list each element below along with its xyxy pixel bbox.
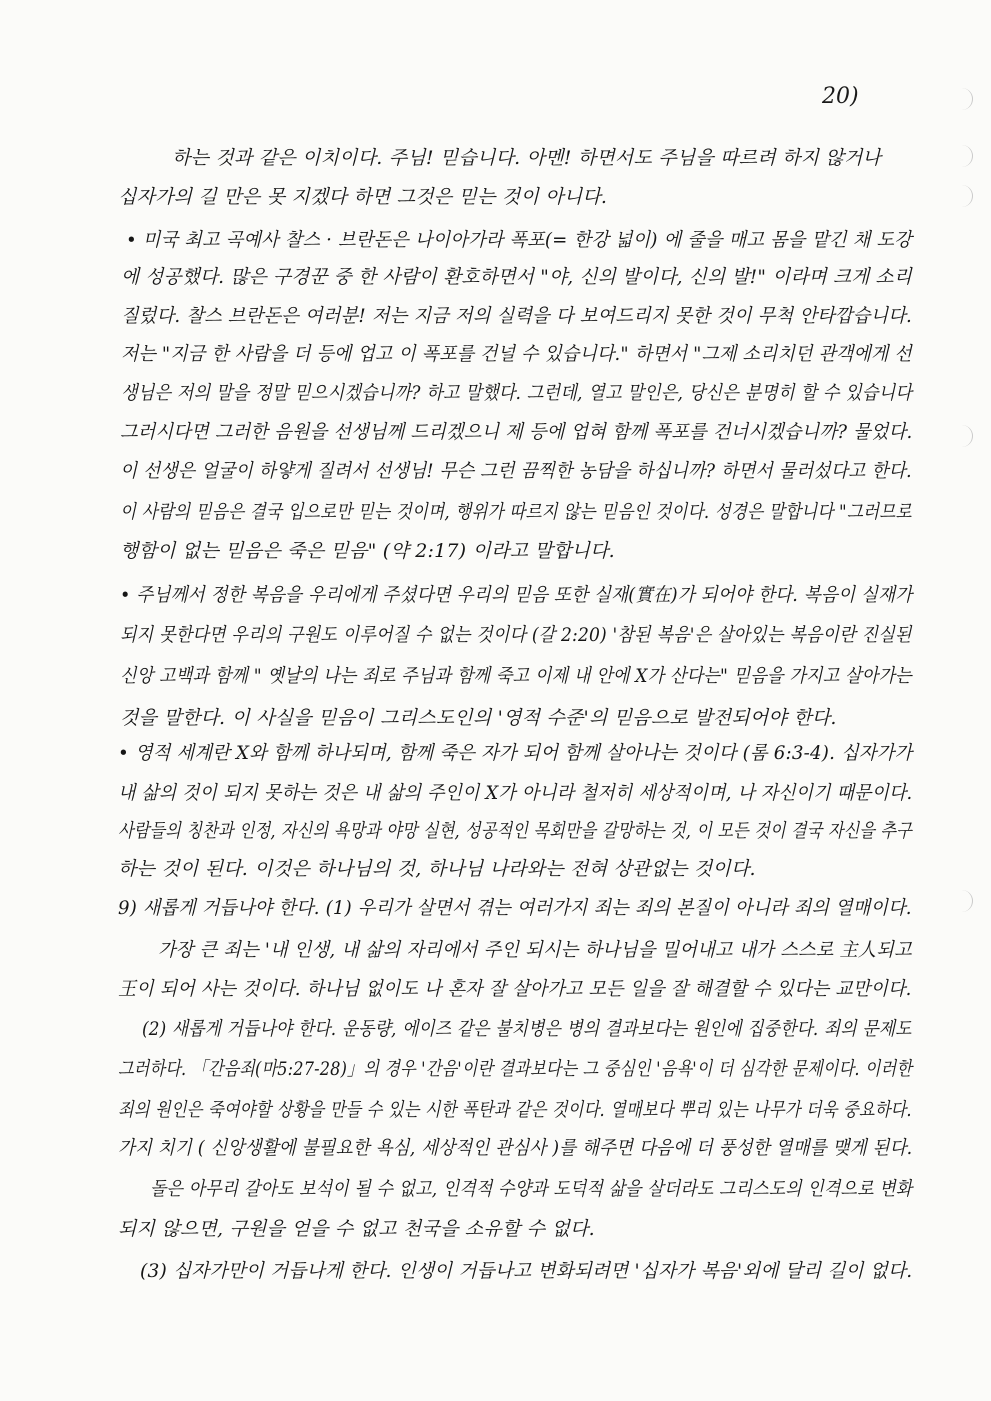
text-line: 내 삶의 것이 되지 못하는 것은 내 삶의 주인이 X가 아니라 철저히 세상적이며, 나 자신이기 때문이다. (118, 782, 913, 804)
text-line: 에 성공했다. 많은 구경꾼 중 한 사람이 환호하면서 "야, 신의 발이다, 신의 발!" 이라며 크게 소리 (121, 266, 912, 288)
page-number: 20) (822, 84, 859, 109)
text-line: 돌은 아무리 갈아도 보석이 될 수 없고, 인격적 수양과 도덕적 삶을 살더라도 그리스도의 인격으로 변화 (150, 1178, 913, 1200)
text-line: • 미국 최고 곡예사 찰스 · 브란돈은 나이아가라 폭포(= 한강 넓이) 에 줄을 매고 몸을 맡긴 채 도강 (126, 229, 912, 251)
text-line: 이 사람의 믿음은 결국 입으로만 믿는 것이며, 행위가 따르지 않는 믿음인 것이다. 성경은 말합니다 "그러므로 (120, 501, 912, 523)
text-line: 하는 것과 같은 이치이다. 주님! 믿습니다. 아멘! 하면서도 주님을 따르려 하지 않거나 (172, 147, 882, 169)
text-line: 죄의 원인은 죽여야할 상황을 만들 수 있는 시한 폭탄과 같은 것이다. 열매보다 뿌리 있는 나무가 더욱 중요하다. (118, 1099, 912, 1121)
text-line: 생님은 저의 말을 정말 믿으시겠습니까? 하고 말했다. 그런데, 열고 말인은, 당신은 분명히 할 수 있습니다 (121, 382, 913, 404)
text-line: 가지 치기 ( 신앙생활에 불필요한 욕심, 세상적인 관심사 )를 해주면 다음에 더 풍성한 열매를 맺게 된다. (118, 1137, 913, 1159)
text-line: 이 선생은 얼굴이 하얗게 질려서 선생님! 무슨 그런 끔찍한 농담을 하십니까? 하면서 물러섰다고 한다. (120, 460, 912, 482)
text-line: 십자가의 길 만은 못 지겠다 하면 그것은 믿는 것이 아니다. (118, 186, 608, 208)
text-line: 신앙 고백과 함께 " 옛날의 나는 죄로 주님과 함께 죽고 이제 내 안에 X가 산다는" 믿음을 가지고 살아가는 (120, 665, 912, 687)
text-line: 사람들의 칭찬과 인정, 자신의 욕망과 야망 실현, 성공적인 목회만을 갈망하는 것, 이 모든 것이 결국 자신을 추구 (118, 820, 912, 842)
margin-mark (958, 890, 973, 912)
margin-mark (958, 145, 973, 167)
margin-mark (958, 425, 973, 447)
text-line: 그러하다. 「간음죄(마5:27-28)」의 경우 '간음'이란 결과보다는 그 중심인 '음욕'이 더 심각한 문제이다. 이러한 (118, 1058, 913, 1080)
margin-mark (958, 88, 973, 110)
text-line: • 영적 세계란 X와 함께 하나되며, 함께 죽은 자가 되어 함께 살아나는 것이다 (롬 6:3-4). 십자가가 (118, 742, 913, 764)
margin-mark (958, 185, 973, 207)
text-line: 질렀다. 찰스 브란돈은 여러분! 저는 지금 저의 실력을 다 보여드리지 못한 것이 무척 안타깝습니다. (121, 305, 913, 327)
text-line: 王이 되어 사는 것이다. 하나님 없이도 나 혼자 잘 살아가고 모든 일을 잘 해결할 수 있다는 교만이다. (118, 978, 912, 1000)
text-line: 저는 "지금 한 사람을 더 등에 업고 이 폭포를 건널 수 있습니다." 하면서 "그제 소리치던 관객에게 선 (121, 343, 912, 365)
text-line: 되지 못한다면 우리의 구원도 이루어질 수 없는 것이다 (갈 2:20) '참된 복음'은 살아있는 복음이란 진실된 (120, 624, 912, 646)
text-line: 행함이 없는 믿음은 죽은 믿음" (약 2:17) 이라고 말합니다. (120, 540, 615, 562)
text-line: 9) 새롭게 거듭나야 한다. (1) 우리가 살면서 겪는 여러가지 죄는 죄의 본질이 아니라 죄의 열매이다. (118, 897, 912, 919)
text-line: (3) 십자가만이 거듭나게 한다. 인생이 거듭나고 변화되려면 '십자가 복음'외에 달리 길이 없다. (140, 1260, 913, 1282)
text-line: 하는 것이 된다. 이것은 하나님의 것, 하나님 나라와는 전혀 상관없는 것이다. (118, 858, 756, 880)
text-line: 것을 말한다. 이 사실을 믿음이 그리스도인의 '영적 수준'의 믿음으로 발전되어야 한다. (120, 707, 837, 729)
text-line: 되지 않으면, 구원을 얻을 수 없고 천국을 소유할 수 없다. (118, 1218, 595, 1240)
text-line: 가장 큰 죄는 '내 인생, 내 삶의 자리에서 주인 되시는 하나님을 밀어내고 내가 스스로 主人되고 (158, 939, 912, 961)
text-line: (2) 새롭게 거듭나야 한다. 운동량, 에이즈 같은 불치병은 병의 결과보다는 원인에 집중한다. 죄의 문제도 (142, 1018, 912, 1040)
text-line: 그러시다면 그러한 음원을 선생님께 드리겠으니 제 등에 업혀 함께 폭포를 건너시겠습니까? 물었다. (120, 421, 913, 443)
text-line: • 주님께서 정한 복음을 우리에게 주셨다면 우리의 믿음 또한 실재(實在)가 되어야 한다. 복음이 실재가 (120, 584, 913, 606)
